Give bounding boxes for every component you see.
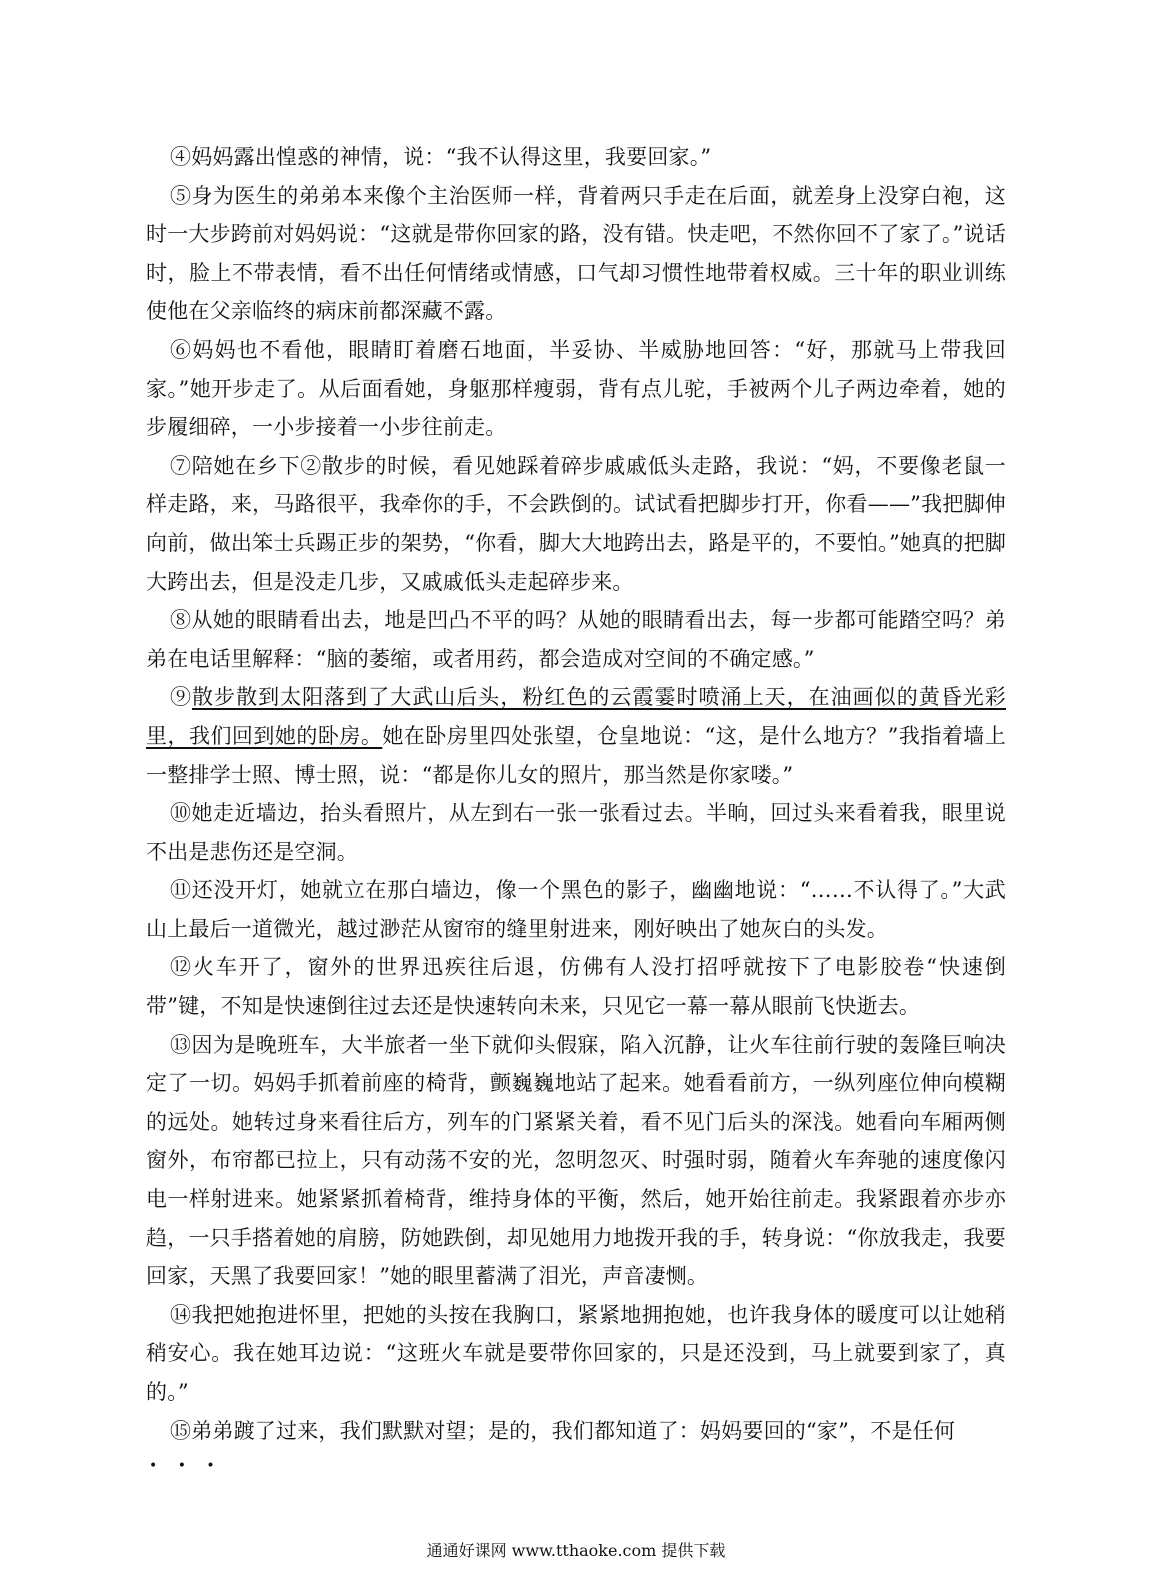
underlined-sentence: 散步散到太阳落到了大武山后头，粉红色的云霞霎时喷涌上天，在油画似的黄昏光彩里，我们回到她的卧房。 <box>146 685 1006 748</box>
paragraph-text: 火车开了，窗外的世界迅疾往后退，仿佛有人没打招呼就按下了电影胶卷“快速倒带”键，不知是快速倒往过去还是快速转向未来，只见它一幕一幕从眼前飞快逝去。 <box>146 955 1006 1019</box>
paragraph-text: 陪她在乡下②散步的时候，看见她踩着碎步戚戚低头走路，我说：“妈，不要像老鼠一样走路，来，马路很平，我牵你的手，不会跌倒的。试试看把脚步打开，你看——”我把脚伸向前，做出笨士兵踢正步的架势，“你看，脚大大地跨出去，路是平的，不要怕。”她真的把脚大跨出去，但是没走几步，又戚戚低头走起碎步来。 <box>146 453 1006 594</box>
paragraph-text: 妈妈露出惶惑的神情，说：“我不认得这里，我要回家。” <box>191 145 712 169</box>
paragraph-number: ④ <box>170 145 192 169</box>
paragraph-10 <box>146 794 1006 871</box>
paragraph-text: 妈妈也不看他，眼睛盯着磨石地面，半妥协、半威胁地回答：“好，那就马上带我回家。”她开步走了。从后面看她，身躯那样瘦弱，背有点儿驼，手被两个儿子两边牵着，她的步履细碎，一小步接着一小步往前走。 <box>146 337 1007 440</box>
paragraph-7 <box>146 447 1006 601</box>
paragraph-text: 身为医生的弟弟本来像个主治医师一样，背着两只手走在后面，就差身上没穿白袍，这时一大步跨前对妈妈说：“这就是带你回家的路，没有错。快走吧，不然你回不了家了。”说话时，脸上不带表情，看不出任何情绪或情感，口气却习惯性地带着权威。三十年的职业训练使他在父亲临终的病床前都深藏不露。 <box>146 183 1006 324</box>
paragraph-text: 从她的眼睛看出去，地是凹凸不平的吗？从她的眼睛看出去，每一步都可能踏空吗？弟弟在电话里解释：“脑的萎缩，或者用药，都会造成对空间的不确定感。” <box>146 608 1006 671</box>
paragraph-12 <box>146 948 1006 1025</box>
paragraph-number: ⑭ <box>170 1302 192 1327</box>
paragraph-number: ⑬ <box>170 1032 192 1057</box>
page-footer: 通通好课网 www.tthaoke.com 提供下载 <box>426 1541 726 1560</box>
paragraph-number: ⑨ <box>170 685 193 710</box>
paragraph-text: 还没开灯，她就立在那白墙边，像一个黑色的影子，幽幽地说：“……不认得了。”大武山上最后一道微光，越过渺茫从窗帘的缝里射进来，刚好映出了她灰白的头发。 <box>146 878 1006 941</box>
paragraph-number: ⑦ <box>170 453 192 478</box>
paragraph-11 <box>146 871 1006 948</box>
paragraph-number: ⑧ <box>170 608 192 633</box>
paragraph-text: 她走近墙边，抬头看照片，从左到右一张一张看过去。半晌，回过头来看着我，眼里说不出是悲伤还是空洞。 <box>146 801 1006 864</box>
paragraph-8 <box>146 601 1006 678</box>
paragraph-number: ⑪ <box>170 878 192 903</box>
paragraph-number: ⑥ <box>170 337 193 362</box>
paragraph-number: ⑫ <box>170 955 193 980</box>
paragraph-13 <box>146 1026 1006 1296</box>
paragraph-text: 我把她抱进怀里，把她的头按在我胸口，紧紧地拥抱她，也许我身体的暖度可以让她稍稍安心。我在她耳边说：“这班火车就是要带你回家的，只是还没到，马上就要到家了，真的。” <box>146 1302 1006 1404</box>
paragraph-text: 她在卧房里四处张望，仓皇地说：“这，是什么地方？”我指着墙上一整排学士照、博士照，说：“都是你儿女的照片，那当然是你家喽。” <box>146 723 1006 787</box>
emphasis-dots: • • • <box>149 1458 223 1474</box>
paragraph-5 <box>146 177 1006 331</box>
document-body <box>146 138 1006 1450</box>
paragraph-15 <box>146 1412 1006 1451</box>
paragraph-14 <box>146 1296 1006 1412</box>
paragraph-number: ⑮ <box>170 1418 192 1443</box>
paragraph-number: ⑤ <box>170 183 192 208</box>
paragraph-4 <box>146 138 1006 177</box>
paragraph-9 <box>146 678 1006 794</box>
paragraph-number: ⑩ <box>170 801 192 826</box>
paragraph-text: 弟弟踱了过来，我们默默对望；是的，我们都知道了：妈妈要回的“家”，不是任何 <box>191 1418 956 1443</box>
paragraph-6 <box>146 331 1006 447</box>
paragraph-text: 因为是晚班车，大半旅者一坐下就仰头假寐，陷入沉静，让火车往前行驶的轰隆巨响决定了一切。妈妈手抓着前座的椅背，颤巍巍地站了起来。她看看前方，一纵列座位伸向模糊的远处。她转过身来看往后方，列车的门紧紧关着，看不见门后头的深浅。她看向车厢两侧窗外，布帘都已拉上，只有动荡不安的光，忽明忽灭、时强时弱，随着火车奔驰的速度像闪电一样射进来。她紧紧抓着椅背，维持身体的平衡，然后，她开始往前走。我紧跟着亦步亦趋，一只手搭着她的肩膀，防她跌倒，却见她用力地拨开我的手，转身说：“你放我走，我要回家，天黑了我要回家！”她的眼里蓄满了泪光，声音凄恻。 <box>146 1032 1006 1289</box>
